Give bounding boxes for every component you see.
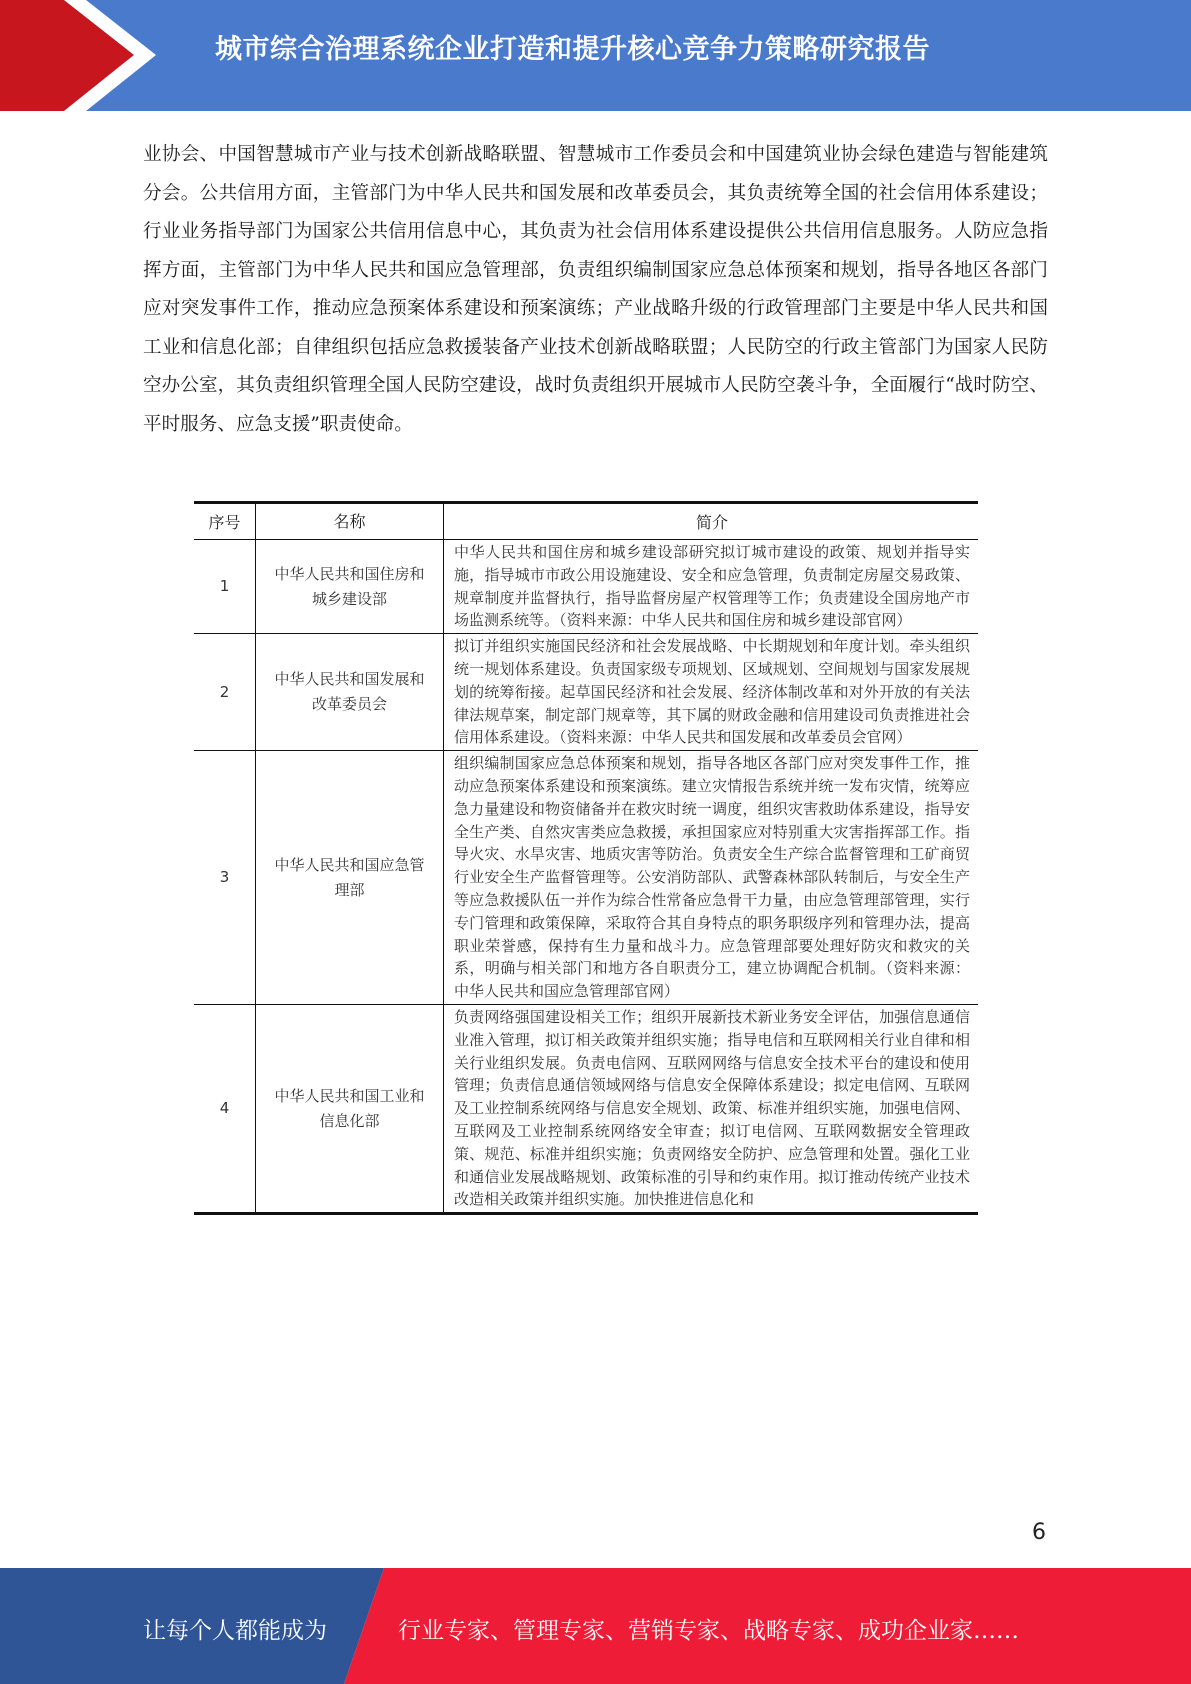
table-row bbox=[194, 1004, 978, 1213]
row-name: 中华人民共和国应急管理部 bbox=[256, 751, 444, 1005]
header-desc: 简介 bbox=[444, 503, 979, 540]
table-row bbox=[194, 540, 978, 634]
table-header-row bbox=[194, 503, 978, 540]
row-name: 中华人民共和国住房和城乡建设部 bbox=[256, 540, 444, 634]
row-desc: 拟订并组织实施国民经济和社会发展战略、中长期规划和年度计划。牵头组织统一规划体系建设。负责国家级专项规划、区域规划、空间规划与国家发展规划的统筹衔接。起草国民经济和社会发展、经济体制改革和对外开放的有关法律法规草案，制定部门规章等，其下属的财政金融和信用建设司负责推进社会信用体系建设。（资料来源：中华人民共和国发展和改革委员会官网） bbox=[444, 634, 979, 751]
header-name: 名称 bbox=[256, 503, 444, 540]
row-name: 中华人民共和国发展和改革委员会 bbox=[256, 634, 444, 751]
table-row bbox=[194, 751, 978, 1005]
header-num: 序号 bbox=[194, 503, 256, 540]
row-num: 1 bbox=[194, 540, 256, 634]
row-num: 4 bbox=[194, 1004, 256, 1213]
row-desc: 中华人民共和国住房和城乡建设部研究拟订城市建设的政策、规划并指导实施，指导城市市政公用设施建设、安全和应急管理，负责制定房屋交易政策、规章制度并监督执行，指导监督房屋产权管理等工作；负责建设全国房地产市场监测系统等。（资料来源：中华人民共和国住房和城乡建设部官网） bbox=[444, 540, 979, 634]
row-num: 2 bbox=[194, 634, 256, 751]
header-chevron-decoration bbox=[0, 0, 160, 111]
row-num: 3 bbox=[194, 751, 256, 1005]
body-paragraph: 业协会、中国智慧城市产业与技术创新战略联盟、智慧城市工作委员会和中国建筑业协会绿色建造与智能建筑分会。公共信用方面，主管部门为中华人民共和国发展和改革委员会，其负责统筹全国的社会信用体系建设；行业业务指导部门为国家公共信用信息中心，其负责为社会信用体系建设提供公共信用信息服务。人防应急指挥方面，主管部门为中华人民共和国应急管理部，负责组织编制国家应急总体预案和规划，指导各地区各部门应对突发事件工作，推动应急预案体系建设和预案演练；产业战略升级的行政管理部门主要是中华人民共和国工业和信息化部；自律组织包括应急救援装备产业技术创新战略联盟；人民防空的行政主管部门为国家人民防空办公室，其负责组织管理全国人民防空建设，战时负责组织开展城市人民防空袭斗争，全面履行“战时防空、平时服务、应急支援”职责使命。 bbox=[143, 144, 1048, 435]
row-name: 中华人民共和国工业和信息化部 bbox=[256, 1004, 444, 1213]
agency-table-grid bbox=[194, 501, 978, 1215]
footer-slogan-left: 让每个人都能成为 bbox=[143, 1618, 327, 1644]
row-desc: 组织编制国家应急总体预案和规划，指导各地区各部门应对突发事件工作，推动应急预案体系建设和预案演练。建立灾情报告系统并统一发布灾情，统筹应急力量建设和物资储备并在救灾时统一调度，组织灾害救助体系建设，指导安全生产类、自然灾害类应急救援，承担国家应对特别重大灾害指挥部工作。指导火灾、水旱灾害、地质灾害等防治。负责安全生产综合监督管理和工矿商贸行业安全生产监督管理等。公安消防部队、武警森林部队转制后，与安全生产等应急救援队伍一并作为综合性常备应急骨干力量，由应急管理部管理，实行专门管理和政策保障，采取符合其自身特点的职务职级序列和管理办法，提高职业荣誉感，保持有生力量和战斗力。应急管理部要处理好防灾和救灾的关系，明确与相关部门和地方各自职责分工，建立协调配合机制。（资料来源：中华人民共和国应急管理部官网） bbox=[444, 751, 979, 1005]
table-row bbox=[194, 634, 978, 751]
report-title: 城市综合治理系统企业打造和提升核心竞争力策略研究报告 bbox=[215, 34, 930, 65]
agency-table bbox=[194, 501, 978, 1215]
page-number: 6 bbox=[1032, 1520, 1046, 1545]
row-desc: 负责网络强国建设相关工作；组织开展新技术新业务安全评估，加强信息通信业准入管理，拟订相关政策并组织实施；指导电信和互联网相关行业自律和相关行业组织发展。负责电信网、互联网网络与信息安全技术平台的建设和使用管理；负责信息通信领域网络与信息安全保障体系建设；拟定电信网、互联网及工业控制系统网络与信息安全规划、政策、标准并组织实施，加强电信网、互联网及工业控制系统网络安全审查；拟订电信网、互联网数据安全管理政策、规范、标准并组织实施；负责网络安全防护、应急管理和处置。强化工业和通信业发展战略规划、政策标准的引导和约束作用。拟订推动传统产业技术改造相关政策并组织实施。加快推进信息化和 bbox=[444, 1004, 979, 1213]
footer-slogan-right: 行业专家、管理专家、营销专家、战略专家、成功企业家…… bbox=[398, 1618, 1019, 1644]
page-header bbox=[0, 0, 1191, 111]
